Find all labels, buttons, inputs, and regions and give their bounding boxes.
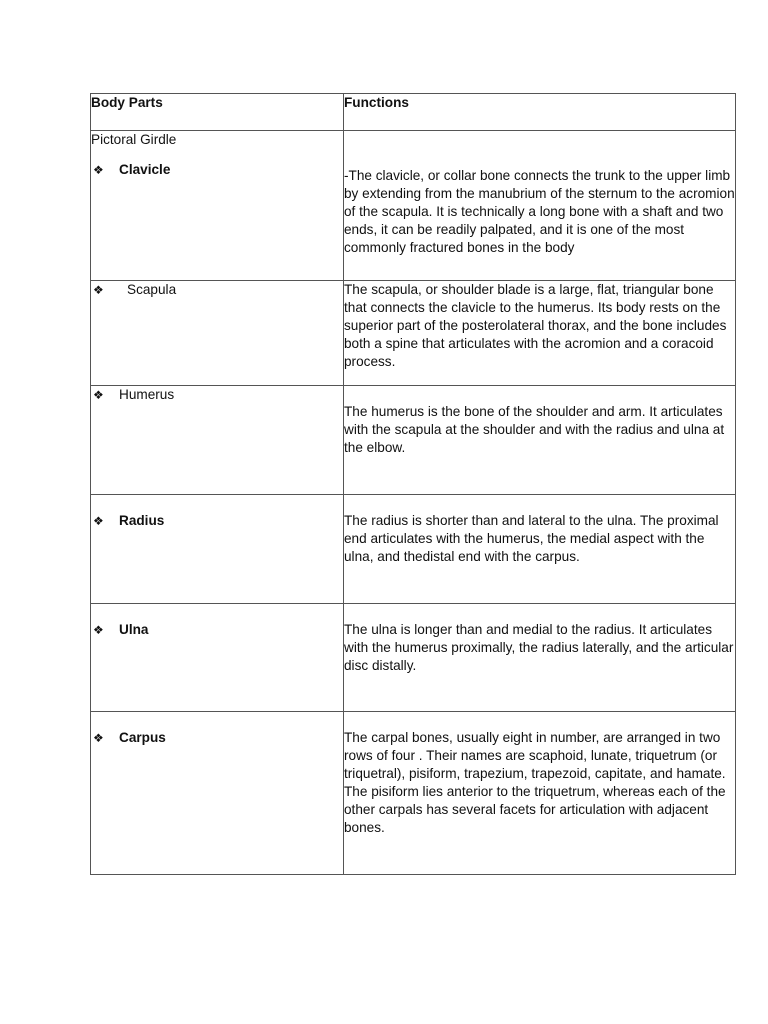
function-cell bbox=[344, 604, 736, 712]
body-part-name: Radius bbox=[119, 513, 165, 528]
table-row bbox=[91, 604, 736, 712]
function-text: The scapula, or shoulder blade is a large, flat, triangular bone that connects the clavicle to the humerus. Its body rests on the superior part of the posterolateral thorax, and the bone includes both a spine that articulates with the acromion and a coracoid process. bbox=[344, 282, 727, 369]
table-row bbox=[91, 131, 736, 281]
body-part-name: Scapula bbox=[127, 282, 177, 297]
table-row bbox=[91, 495, 736, 604]
function-text: The ulna is longer than and medial to the radius. It articulates with the humerus proximally, the radius laterally, and the articular disc distally. bbox=[344, 622, 734, 673]
body-part-cell bbox=[91, 386, 344, 495]
body-part-cell bbox=[91, 712, 344, 875]
diamond-bullet-icon: ❖ bbox=[93, 163, 104, 177]
diamond-bullet-icon: ❖ bbox=[93, 388, 104, 402]
body-part-cell bbox=[91, 495, 344, 604]
function-text: The humerus is the bone of the shoulder and arm. It articulates with the scapula at the shoulder and with the radius and ulna at the elbow. bbox=[344, 404, 725, 455]
function-cell bbox=[344, 495, 736, 604]
function-text: The carpal bones, usually eight in number, are arranged in two rows of four . Their names are scaphoid, lunate, triquetrum (or triquetral), pisiform, trapezium, trapezoid, capitate, and hamate. The pisiform lies anterior to the triquetrum, whereas each of the other carpals has several facets for articulation with adjacent bones. bbox=[344, 730, 726, 835]
body-part-cell bbox=[91, 131, 344, 281]
body-part-name: Clavicle bbox=[119, 162, 171, 177]
body-part-name: Carpus bbox=[119, 730, 166, 745]
body-part-name: Humerus bbox=[119, 387, 175, 402]
group-label: Pictoral Girdle bbox=[91, 132, 177, 147]
table-header-row bbox=[91, 94, 736, 131]
function-cell bbox=[344, 386, 736, 495]
diamond-bullet-icon: ❖ bbox=[93, 283, 104, 297]
body-parts-table bbox=[90, 93, 736, 875]
header-functions: Functions bbox=[344, 94, 736, 131]
function-cell bbox=[344, 131, 736, 281]
function-text: -The clavicle, or collar bone connects the trunk to the upper limb by extending from the manubrium of the sternum to the acromion of the scapula. It is technically a long bone with a shaft and two ends, it can be readily palpated, and it is one of the most commonly fractured bones in the body bbox=[344, 168, 735, 255]
body-part-cell bbox=[91, 604, 344, 712]
table-row bbox=[91, 386, 736, 495]
function-cell bbox=[344, 712, 736, 875]
header-body-parts: Body Parts bbox=[91, 94, 344, 131]
function-text: The radius is shorter than and lateral to the ulna. The proximal end articulates with the humerus, the medial aspect with the ulna, and thedistal end with the carpus. bbox=[344, 513, 719, 564]
body-part-cell bbox=[91, 281, 344, 386]
diamond-bullet-icon: ❖ bbox=[93, 514, 104, 528]
function-cell bbox=[344, 281, 736, 386]
body-part-name: Ulna bbox=[119, 622, 149, 637]
diamond-bullet-icon: ❖ bbox=[93, 623, 104, 637]
table-row bbox=[91, 281, 736, 386]
diamond-bullet-icon: ❖ bbox=[93, 731, 104, 745]
table-row bbox=[91, 712, 736, 875]
